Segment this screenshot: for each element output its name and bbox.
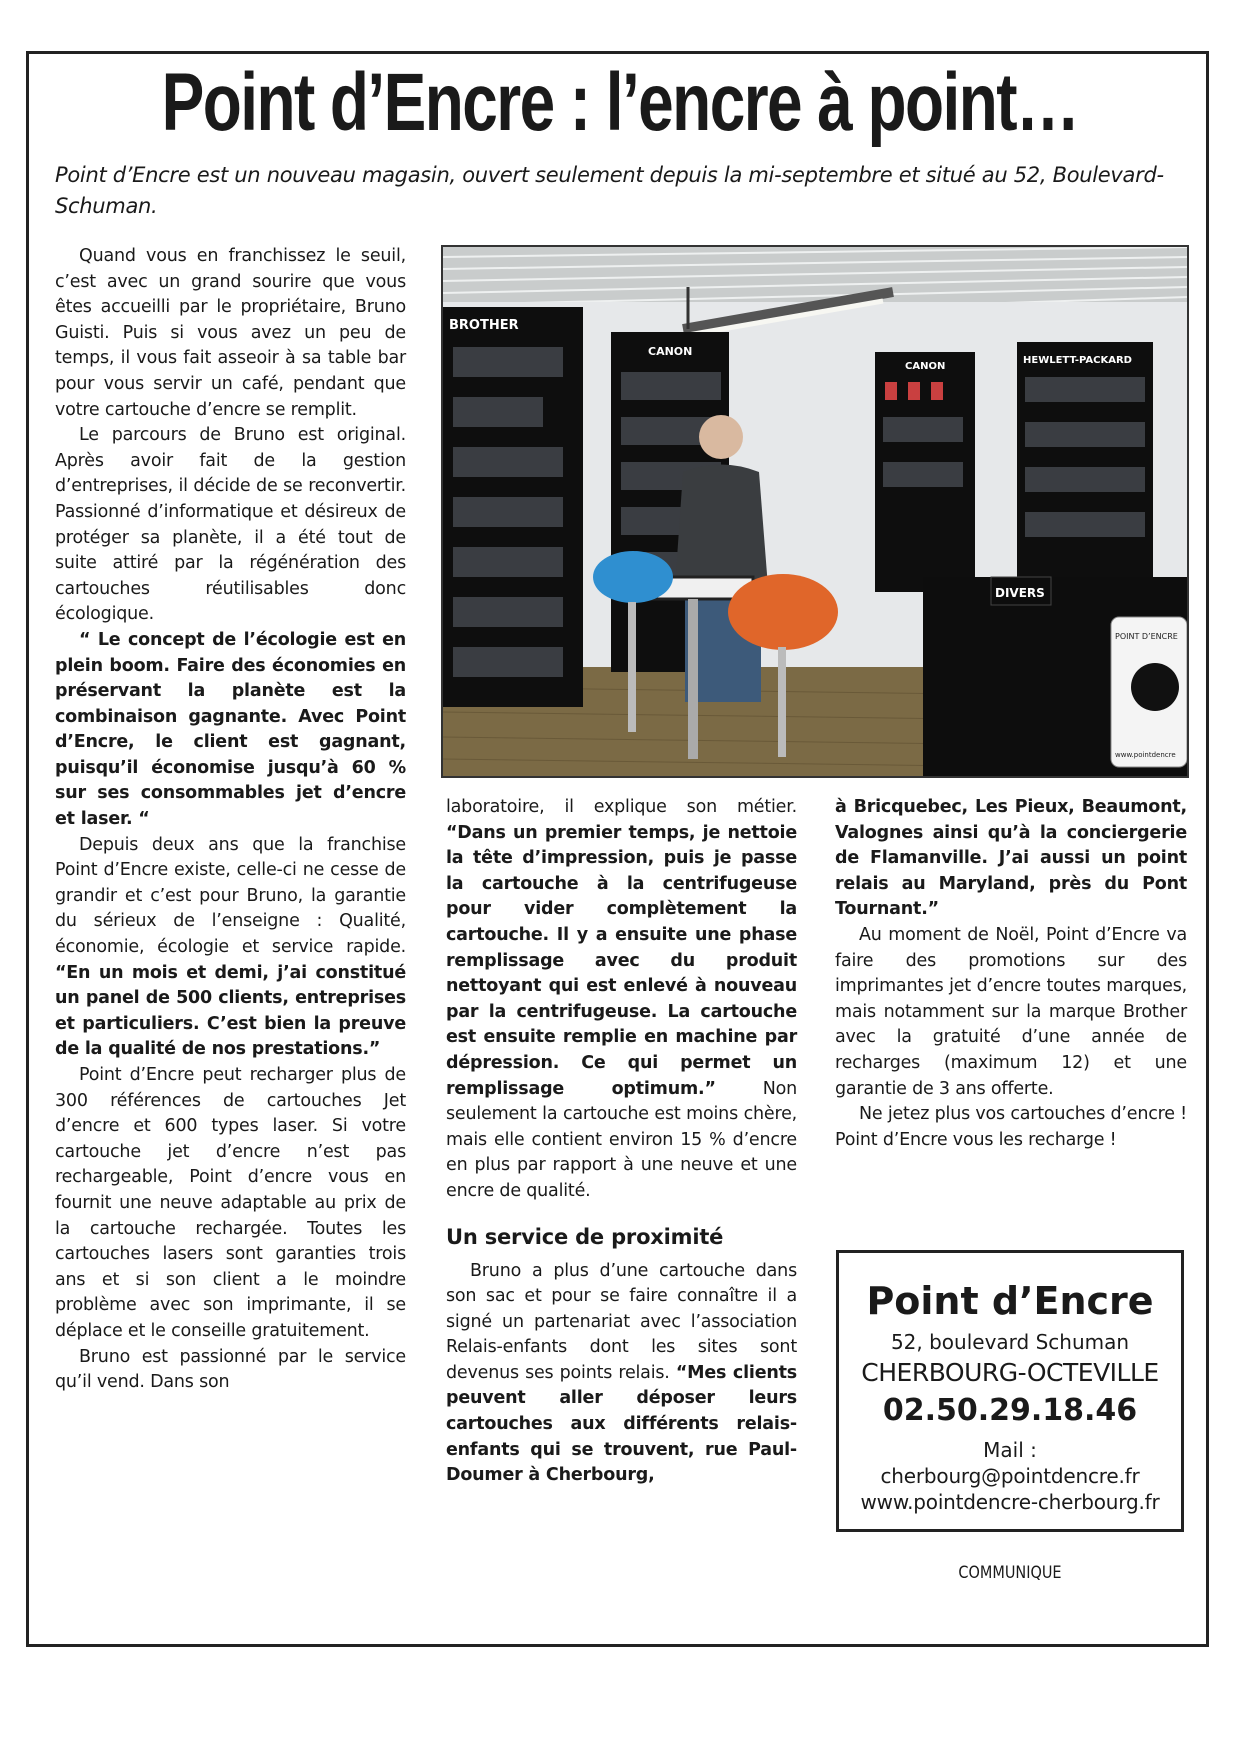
quote-text: à Bricquebec, Les Pieux, Beaumont, Valognes ainsi qu’à la conciergerie de Flamanville. J’ai aussi un point relais au Maryland, près du Pont Tournant.”: [835, 797, 1187, 920]
subheading: Un service de proximité: [446, 1224, 724, 1249]
ink-splash-icon: [1131, 663, 1179, 711]
business-phone: 02.50.29.18.46: [882, 1393, 1138, 1428]
sign-canon-2: CANON: [905, 361, 946, 372]
sign-divers: DIVERS: [995, 586, 1045, 600]
quote-text: “En un mois et demi, j’ai constitué un panel de 500 clients, entreprises et particuliers. C’est bien la preuve de la qualité de nos prestations.”: [55, 962, 406, 1060]
blue-stool: [593, 551, 673, 603]
paragraph-text: Depuis deux ans que la franchise Point d’Encre existe, celle-ci ne cesse de grandir et c’est pour Bruno, la garantie du sérieux de l’enseigne : Qualité, économie, écologie et service rapide.: [55, 834, 406, 958]
paragraph: [446, 795, 797, 1205]
sign-brother: BROTHER: [449, 318, 519, 333]
communique-label: COMMUNIQUE: [958, 1563, 1062, 1583]
bar-table-leg: [688, 599, 698, 759]
paragraph: Au moment de Noël, Point d’Encre va faire des promotions sur des imprimantes jet d’encre toutes marques, mais notamment sur la marque Brother avec la gratuité d’une année de recharges (maximum 12) et une garantie de 3 ans offerte.: [835, 924, 1187, 1099]
shop-photo: [441, 245, 1189, 778]
orange-stool: [728, 574, 838, 650]
shop-interior-illustration: [443, 247, 1187, 776]
paragraph: Bruno est passionné par le service qu’il vend. Dans son: [55, 1346, 406, 1393]
business-website: www.pointdencre-cherbourg.fr: [860, 1490, 1160, 1514]
man-head: [699, 415, 743, 459]
column-3: [835, 795, 1187, 1153]
quote-text: “ Le concept de l’écologie est en plein boom. Faire des économies en préservant la planète est la combinaison gagnante. Avec Point d’Encre, le client est gagnant, puisqu’il économise jusqu’à 60 % sur ses consommables jet d’encre et laser. “: [55, 629, 406, 830]
blue-stool-stem: [628, 602, 636, 732]
paragraph: Le parcours de Bruno est original. Après avoir fait de la gestion d’entreprises, il décide de se reconvertir. Passionné d’informatique et désireux de protéger sa planète, il a été tout de suite attiré par la régénération des cartouches réutilisables donc écologique.: [55, 425, 406, 625]
red-cartridges: [885, 382, 943, 400]
business-city: CHERBOURG-OCTEVILLE: [861, 1358, 1159, 1387]
business-email: cherbourg@pointdencre.fr: [880, 1464, 1140, 1488]
contact-box: [836, 1250, 1184, 1532]
paragraph-text: laboratoire, il explique son métier.: [446, 797, 797, 817]
business-address: 52, boulevard Schuman: [890, 1330, 1130, 1354]
paragraph: Quand vous en franchissez le seuil, c’est avec un grand sourire que vous êtes accueilli par le propriétaire, Bruno Guisti. Puis si vous avez un peu de temps, il vous fait asseoir à sa table bar pour vous servir un café, pendant que votre cartouche d’encre se remplit.: [55, 246, 406, 420]
paragraph-text: Non seulement la cartouche est moins chère, mais elle contient environ 15 % d’encre en plus par rapport à une neuve et une encre de qualité.: [446, 1078, 797, 1201]
business-name: Point d’Encre: [866, 1279, 1154, 1323]
quote-text: “Mes clients peuvent aller déposer leurs cartouches aux différents relais-enfants qui se trouvent, rue Paul-Doumer à Cherbourg,: [446, 1362, 798, 1486]
logo-panel-url: www.pointdencre: [1115, 751, 1176, 759]
logo-panel-label: POINT D’ENCRE: [1115, 632, 1178, 641]
column-2: [446, 795, 797, 1489]
paragraph: [55, 833, 406, 1063]
paragraph: Point d’Encre peut recharger plus de 300 références de cartouches Jet d’encre et 600 types laser. Si votre cartouche jet d’encre n’est pas rechargeable, Point d’encre vous en fournit une neuve adaptable au prix de la cartouche rechargée. Toutes les cartouches lasers sont garanties trois ans et si son client a le moindre problème avec son imprimante, il se déplace et le conseille gratuitement.: [55, 1065, 406, 1341]
paragraph-text: Bruno a plus d’une cartouche dans son sac et pour se faire connaître il a signé un partenariat avec l’association Relais-enfants dont les sites sont devenus ses points relais.: [446, 1260, 797, 1383]
sign-canon-1: CANON: [648, 345, 693, 358]
paragraph: Ne jetez plus vos cartouches d’encre ! Point d’Encre vous les recharge !: [835, 1104, 1187, 1150]
sign-hewlett-packard: HEWLETT-PACKARD: [1023, 355, 1132, 366]
quote-text: “Dans un premier temps, je nettoie la tête d’impression, puis je passe la cartouche à la centrifugeuse pour vider complètement la cartouche. Il y a ensuite une phase remplissage avec du produit nettoyant qui est enlevé à nouveau par la centrifugeuse. La cartouche est ensuite remplie en machine par dépression. Ce qui permet un remplissage optimum.”: [446, 822, 797, 1099]
headline: Point d’Encre : l’encre à point…: [161, 57, 1079, 148]
lede: Point d’Encre est un nouveau magasin, ouvert seulement depuis la mi-septembre et situé au 52, Boulevard-Schuman.: [55, 163, 1164, 218]
quote-paragraph: [835, 795, 1187, 923]
orange-stool-stem: [778, 647, 786, 757]
mail-label: Mail :: [983, 1438, 1037, 1462]
paragraph: [446, 1259, 797, 1489]
man-sweater: [675, 465, 768, 588]
column-1: [55, 244, 406, 1396]
quote-paragraph: [55, 628, 406, 833]
